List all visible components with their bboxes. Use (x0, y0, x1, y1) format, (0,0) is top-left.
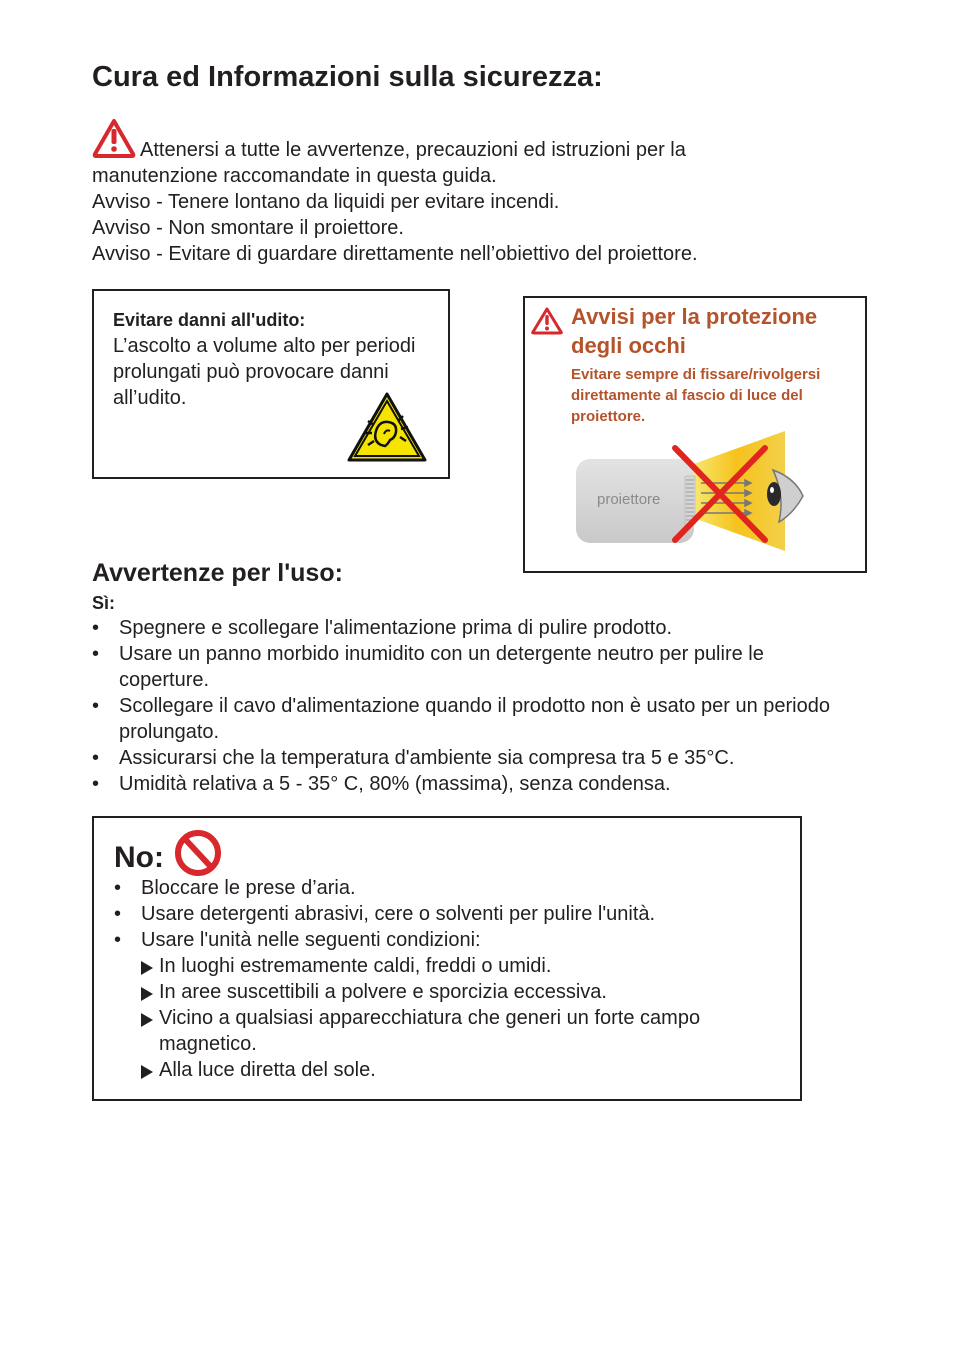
eye-heading: Avvisi per la protezione degli occhi (571, 304, 818, 358)
arrow-right-icon (141, 987, 153, 1001)
list-item: In luoghi estremamente caldi, freddi o umidi. (141, 953, 794, 979)
list-item: • Usare l'unità nelle seguenti condizioni: In luoghi estremamente caldi, freddi o umidi. In aree suscettibili a polvere e sporcizia eccessiva. Vicino a qualsiasi apparecchiatura che generi un forte campo magnetico. Alla luce diretta del sole. (114, 927, 794, 1083)
eye-protection-box (523, 296, 867, 573)
projector-label: proiettore (597, 491, 661, 508)
list-item: • Usare detergenti abrasivi, cere o solventi per pulire l'unità. (114, 903, 656, 925)
usage-heading: Avvertenze per l'uso: (92, 559, 343, 587)
warning-line-2: Avviso - Non smontare il proiettore. (92, 217, 404, 239)
hearing-text: L’ascolto a volume alto per periodi prolungati può provocare danni all’udito. (113, 335, 416, 409)
no-label: No: (114, 841, 164, 874)
hearing-damage-icon (346, 391, 428, 463)
list-item: • Umidità relativa a 5 - 35° C, 80% (massima), senza condensa. (92, 773, 671, 795)
intro-text-1: Attenersi a tutte le avvertenze, precauzioni ed istruzioni per la (140, 139, 686, 161)
no-entry-icon (174, 829, 222, 877)
intro-line-2: manutenzione raccomandate in questa guida. (92, 165, 497, 187)
list-item: Alla luce diretta del sole. (141, 1057, 794, 1083)
arrow-right-icon (141, 961, 153, 975)
list-item: • Usare un panno morbido inumidito con un detergente neutro per pulire le coperture. (92, 643, 764, 691)
bullet: • (114, 877, 122, 899)
eye-text: Evitare sempre di fissare/rivolgersi direttamente al fascio di luce del proiettore. (571, 366, 821, 425)
arrow-right-icon (141, 1013, 153, 1027)
warning-triangle-icon (92, 118, 136, 158)
warning-triangle-icon (531, 307, 563, 335)
intro-section (92, 118, 792, 267)
bullet: • (92, 695, 100, 717)
dont-list (114, 875, 794, 1083)
arrow-right-icon (141, 1065, 153, 1079)
dont-box (92, 816, 802, 1101)
list-item: • Spegnere e scollegare l'alimentazione prima di pulire prodotto. (92, 617, 673, 639)
bullet: • (114, 903, 122, 925)
list-item: In aree suscettibili a polvere e sporcizia eccessiva. (141, 979, 794, 1005)
bullet: • (92, 747, 100, 769)
conditions-list (141, 953, 794, 1083)
bullet: • (92, 773, 100, 795)
projector-illustration (573, 426, 813, 556)
warning-line-3: Avviso - Evitare di guardare direttamente nell’obiettivo del proiettore. (92, 243, 698, 265)
page-title: Cura ed Informazioni sulla sicurezza: (92, 61, 603, 93)
bullet: • (114, 929, 122, 951)
do-list (92, 615, 852, 797)
list-item: • Assicurarsi che la temperatura d'ambiente sia compresa tra 5 e 35°C. (92, 747, 735, 769)
bullet: • (92, 643, 100, 665)
bullet: • (92, 617, 100, 639)
intro-line-1 (92, 118, 792, 163)
hearing-heading: Evitare danni all'udito: (113, 310, 306, 330)
list-item: • Scollegare il cavo d'alimentazione quando il prodotto non è usato per un periodo prolungato. (92, 695, 830, 743)
warning-line-1: Avviso - Tenere lontano da liquidi per evitare incendi. (92, 191, 560, 213)
list-item: Vicino a qualsiasi apparecchiatura che generi un forte campo magnetico. (141, 1005, 794, 1057)
hearing-warning-box (92, 289, 450, 479)
list-item: • Bloccare le prese d’aria. (114, 877, 356, 899)
yes-label: Sì: (92, 593, 116, 613)
